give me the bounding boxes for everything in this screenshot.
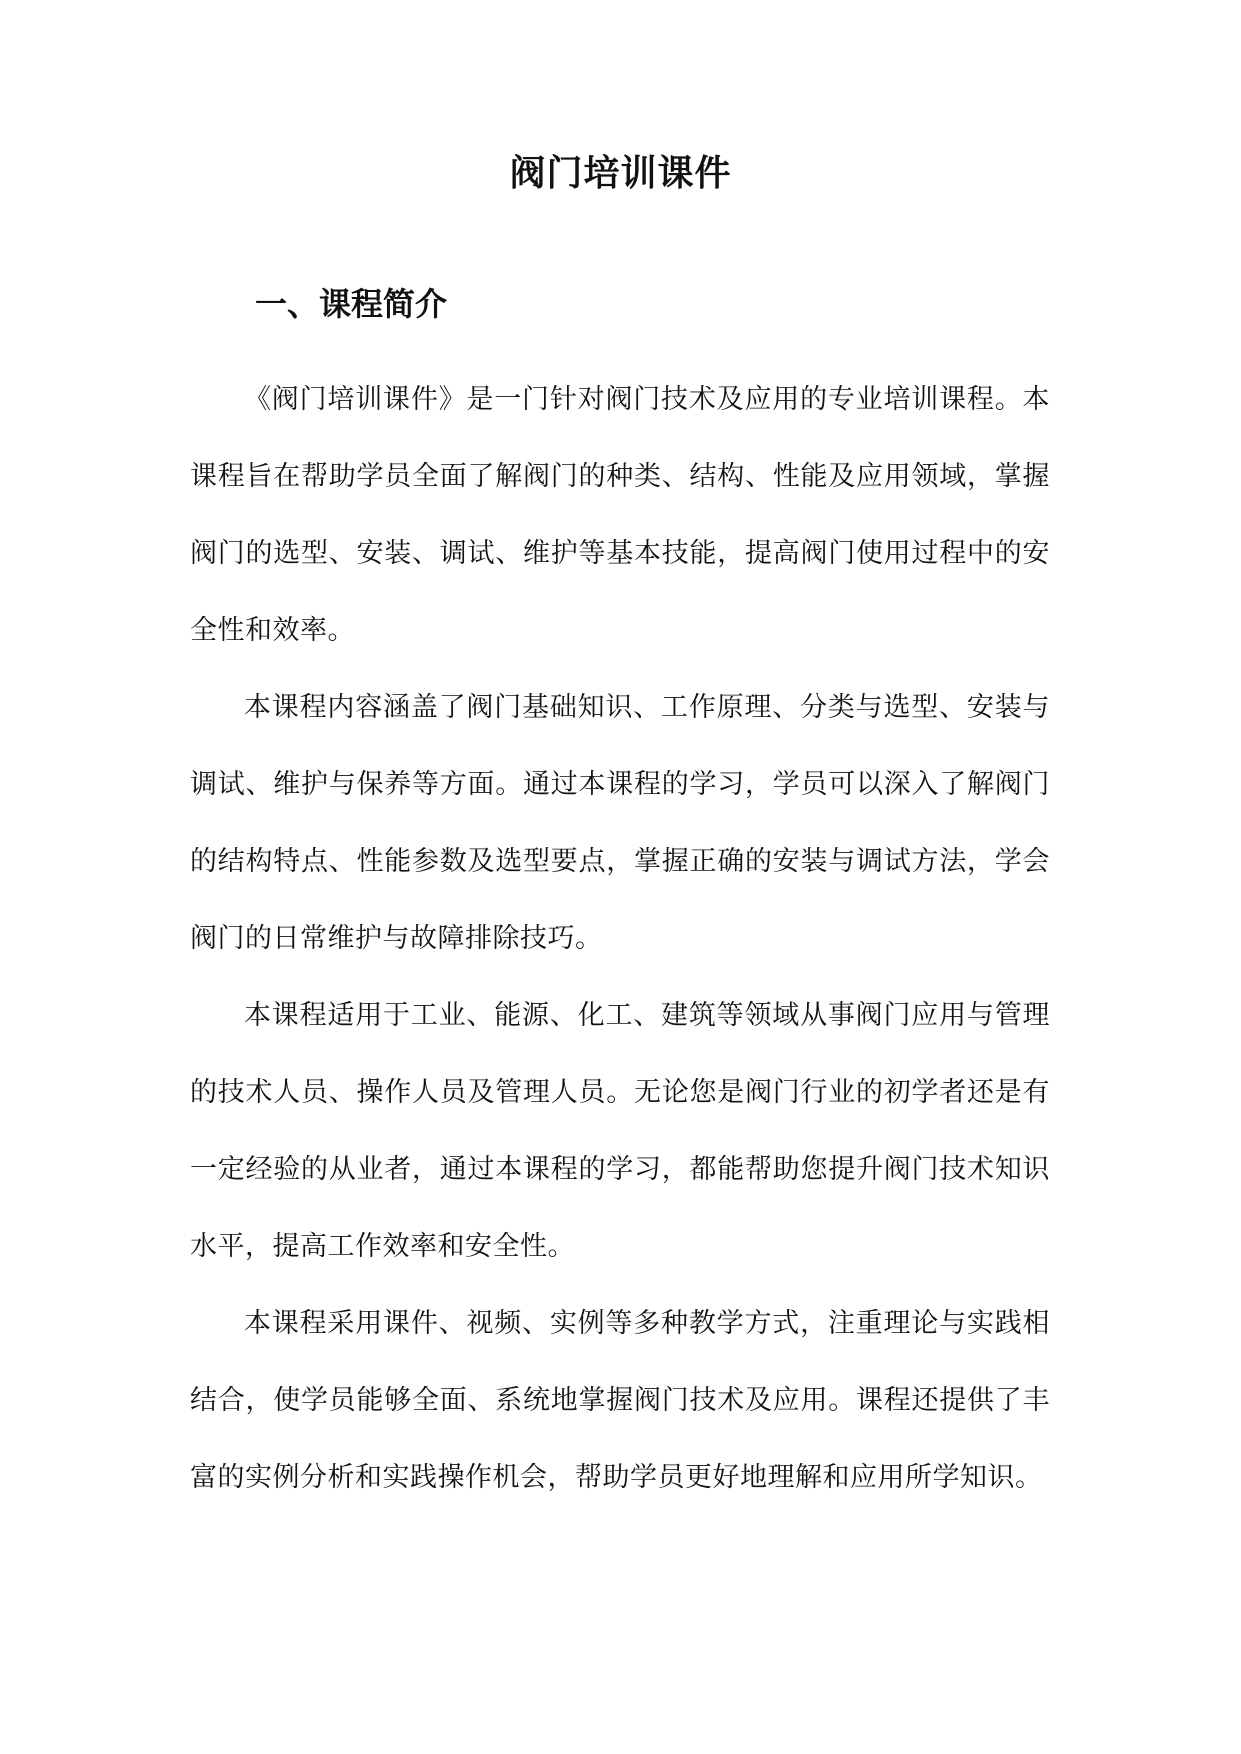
paragraph-3: 本课程适用于工业、能源、化工、建筑等领域从事阀门应用与管理的技术人员、操作人员及管理人员。无论您是阀门行业的初学者还是有一定经验的从业者，通过本课程的学习，都能帮助您提升阀门技术知识水平，提高工作效率和安全性。 [190,1000,1050,1262]
document-title: 阀门培训课件 [509,153,732,194]
section-body [190,361,1050,1516]
paragraph-4: 本课程采用课件、视频、实例等多种教学方式，注重理论与实践相结合，使学员能够全面、系统地掌握阀门技术及应用。课程还提供了丰富的实例分析和实践操作机会，帮助学员更好地理解和应用所学知识。 [190,1308,1050,1493]
paragraph-2: 本课程内容涵盖了阀门基础知识、工作原理、分类与选型、安装与调试、维护与保养等方面。通过本课程的学习，学员可以深入了解阀门的结构特点、性能参数及选型要点，掌握正确的安装与调试方法，学会阀门的日常维护与故障排除技巧。 [190,692,1050,954]
section-heading: 一、课程简介 [255,285,448,323]
paragraph-1: 《阀门培训课件》是一门针对阀门技术及应用的专业培训课程。本课程旨在帮助学员全面了解阀门的种类、结构、性能及应用领域，掌握阀门的选型、安装、调试、维护等基本技能，提高阀门使用过程中的安全性和效率。 [190,384,1050,646]
